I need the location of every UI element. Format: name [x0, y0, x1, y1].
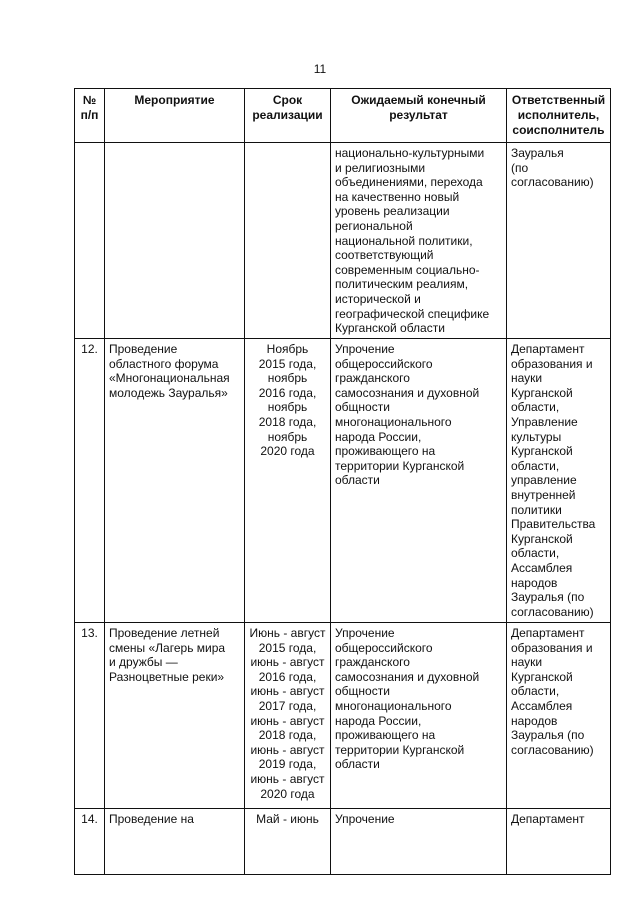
table-row: [75, 809, 611, 875]
row-term: Июнь - август 2015 года, июнь - август 2016 года, июнь - август 2017 года, июнь - август 2018 года, июнь - август 2019 года, июнь - август 2020 года: [245, 623, 331, 809]
row-executor: Департамент образования и науки Курганской области, Ассамблея народов Зауралья (по согласованию): [507, 623, 611, 809]
row-num: 13.: [75, 623, 105, 809]
row-result: Упрочение общероссийского гражданского самосознания и духовной общности многонационального народа России, проживающего на территории Курганской области: [331, 623, 507, 809]
row-num: 12.: [75, 339, 105, 623]
row-event: Проведение на: [105, 809, 245, 875]
row-term: Ноябрь 2015 года, ноябрь 2016 года, ноябрь 2018 года, ноябрь 2020 года: [245, 339, 331, 623]
row-executor: Зауралья (по согласованию): [507, 143, 611, 339]
plan-table: [74, 88, 611, 875]
row-executor: Департамент: [507, 809, 611, 875]
header-executor: Ответственный исполнитель, соисполнитель: [507, 89, 611, 143]
table-row: [75, 623, 611, 809]
row-term: [245, 143, 331, 339]
row-executor: Департамент образования и науки Курганской области, Управление культуры Курганской области, управление внутренней политики Правительства Курганской области, Ассамблея народов Зауралья (по согласованию): [507, 339, 611, 623]
table-row: [75, 339, 611, 623]
header-num: № п/п: [75, 89, 105, 143]
table-row: [75, 143, 611, 339]
header-term: Срок реализации: [245, 89, 331, 143]
header-event: Мероприятие: [105, 89, 245, 143]
row-result: Упрочение общероссийского гражданского самосознания и духовной общности многонационального народа России, проживающего на территории Курганской области: [331, 339, 507, 623]
row-num: 14.: [75, 809, 105, 875]
row-term: Май - июнь: [245, 809, 331, 875]
row-result: Упрочение: [331, 809, 507, 875]
row-event: [105, 143, 245, 339]
page-number: 11: [313, 62, 327, 76]
row-event: Проведение областного форума «Многонациональная молодежь Зауралья»: [105, 339, 245, 623]
row-event: Проведение летней смены «Лагерь мира и дружбы — Разноцветные реки»: [105, 623, 245, 809]
row-result: национально-культурными и религиозными объединениями, перехода на качественно новый уровень реализации региональной национальной политики, соответствующий современным социально- политическим реалиям, исторической и географической специфике Курганской области: [331, 143, 507, 339]
header-row: [75, 89, 611, 143]
header-result: Ожидаемый конечный результат: [331, 89, 507, 143]
row-num: [75, 143, 105, 339]
